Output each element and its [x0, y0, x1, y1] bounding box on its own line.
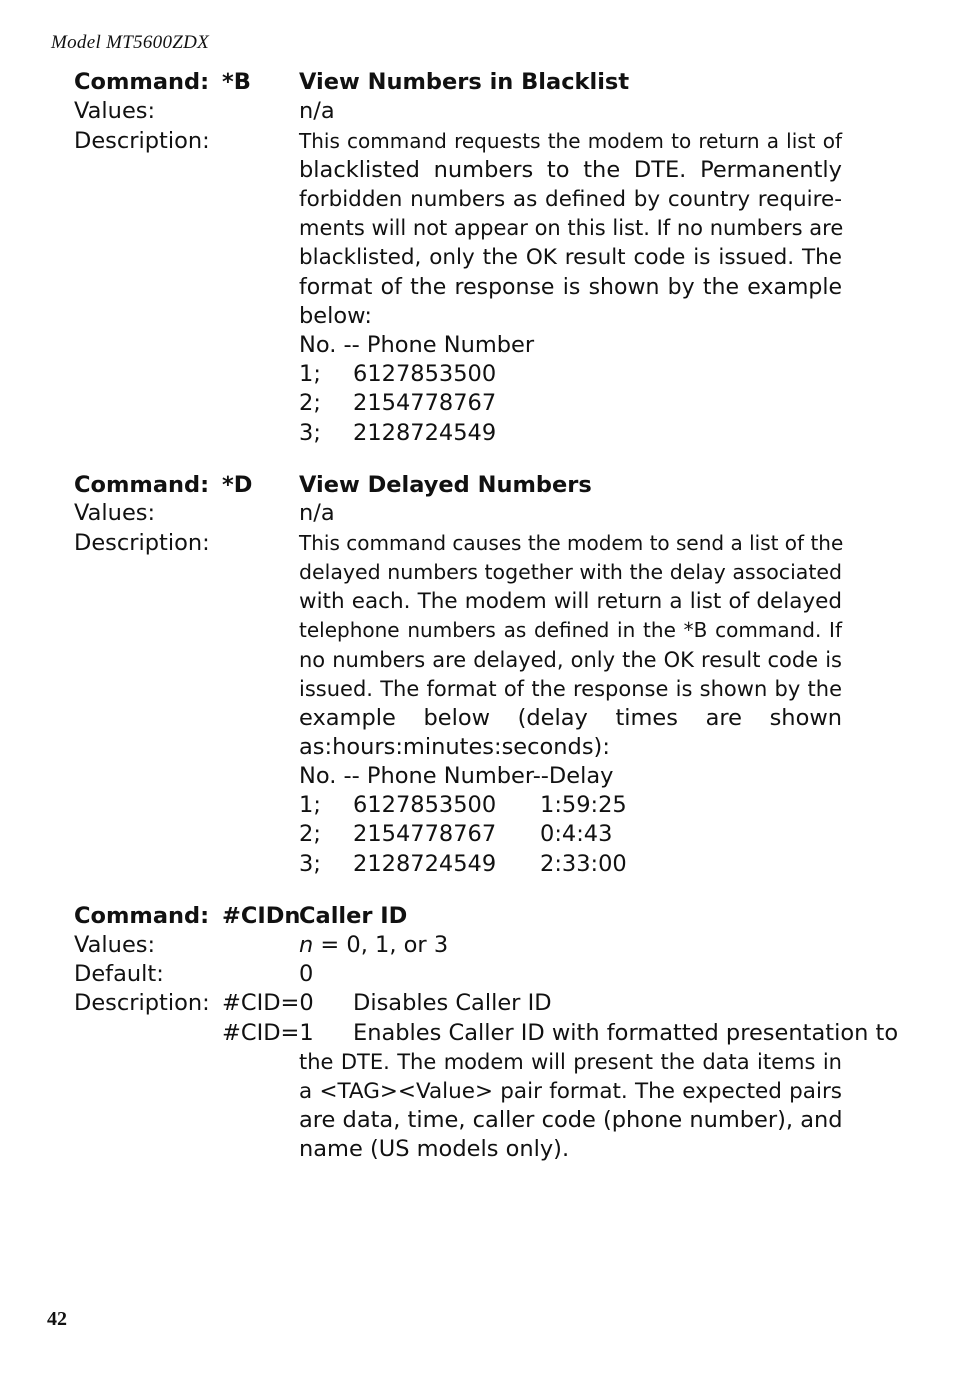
- command-cid-continuation-3: [74, 1106, 842, 1135]
- command-d-heading: [74, 471, 842, 500]
- row-index: 2;: [299, 821, 321, 847]
- description-line: This command causes the modem to send a list of the: [299, 531, 844, 555]
- option-code: #CID=1: [222, 1020, 314, 1046]
- row-phone-number: 2154778767: [353, 390, 497, 416]
- description-line: issued. The format of the response is shown by the: [299, 677, 842, 701]
- command-cid-option-0: [74, 989, 842, 1018]
- command-cid-continuation-4: [74, 1135, 842, 1164]
- command-d-description-1: [74, 529, 842, 558]
- description-label: Description:: [74, 128, 210, 154]
- values-variable: n: [299, 932, 314, 958]
- values-label: Values:: [74, 98, 156, 124]
- default-value: 0: [299, 961, 314, 987]
- option-text: Disables Caller ID: [353, 990, 552, 1016]
- row-delay: 2:33:00: [540, 851, 627, 877]
- row-index: 1;: [299, 361, 321, 387]
- command-cid-continuation-2: [74, 1077, 842, 1106]
- default-label: Default:: [74, 961, 164, 987]
- command-b-example-row: [74, 419, 842, 448]
- row-phone-number: 6127853500: [353, 792, 497, 818]
- command-b-description-6: [74, 273, 842, 302]
- command-b-example-header: [74, 331, 842, 360]
- command-b-example-row: [74, 389, 842, 418]
- command-b-description-5: [74, 243, 842, 272]
- running-header: Model MT5600ZDX: [51, 32, 210, 53]
- command-b-description-4: [74, 214, 842, 243]
- command-d-example-row: [74, 791, 842, 820]
- description-line: telephone numbers as defined in the *B command. If: [299, 618, 842, 642]
- description-line: a <TAG><Value> pair format. The expected pairs: [299, 1079, 842, 1104]
- row-phone-number: 2128724549: [353, 420, 497, 446]
- command-b-description-3: [74, 185, 842, 214]
- command-code: *D: [222, 472, 253, 498]
- command-b-description-2: [74, 156, 842, 185]
- description-line: blacklisted numbers to the DTE. Permanently: [299, 157, 842, 183]
- description-line: as:hours:minutes:seconds):: [299, 734, 610, 760]
- values-text: n/a: [299, 500, 335, 526]
- command-b-example-row: [74, 360, 842, 389]
- command-label: Command:: [74, 903, 210, 929]
- command-b-heading: [74, 68, 842, 97]
- command-d-description-8: [74, 733, 842, 762]
- row-index: 1;: [299, 792, 321, 818]
- values-label: Values:: [74, 500, 156, 526]
- description-line: example below (delay times are shown: [299, 705, 842, 731]
- command-b-values: [74, 97, 842, 126]
- command-cid-values: [74, 931, 842, 960]
- description-line: name (US models only).: [299, 1136, 570, 1162]
- command-d-description-3: [74, 587, 842, 616]
- command-d-description-4: [74, 616, 842, 645]
- command-b-description-1: [74, 127, 842, 156]
- row-phone-number: 6127853500: [353, 361, 497, 387]
- row-index: 3;: [299, 851, 321, 877]
- command-d-example-row: [74, 820, 842, 849]
- description-line: are data, time, caller code (phone number), and: [299, 1107, 843, 1133]
- command-d-example-header: [74, 762, 842, 791]
- command-title: View Delayed Numbers: [299, 472, 592, 498]
- option-text: Enables Caller ID with formatted presentation to: [353, 1020, 899, 1046]
- command-cid-heading: [74, 902, 842, 931]
- description-line: This command requests the modem to return a list of: [299, 129, 842, 153]
- values-text: [299, 931, 448, 960]
- description-line: forbidden numbers as defined by country require-: [299, 187, 842, 212]
- command-code: *B: [222, 69, 251, 95]
- description-label: Description:: [74, 990, 210, 1016]
- command-label: Command:: [74, 472, 210, 498]
- description-line: blacklisted, only the OK result code is issued. The: [299, 245, 842, 270]
- command-label: Command:: [74, 69, 210, 95]
- description-line: ments will not appear on this list. If no numbers are: [299, 216, 844, 240]
- description-label: Description:: [74, 530, 210, 556]
- values-text: n/a: [299, 98, 335, 124]
- example-header: No. -- Phone Number: [299, 332, 535, 358]
- command-title: View Numbers in Blacklist: [299, 69, 630, 95]
- option-code: #CID=0: [222, 990, 314, 1016]
- command-cid-continuation-1: [74, 1048, 842, 1077]
- command-d-values: [74, 499, 842, 528]
- description-line: below:: [299, 303, 372, 329]
- command-cid-default: [74, 960, 842, 989]
- command-b-description-7: [74, 302, 842, 331]
- row-index: 2;: [299, 390, 321, 416]
- description-line: format of the response is shown by the example: [299, 275, 842, 300]
- row-delay: 0:4:43: [540, 821, 613, 847]
- description-line: no numbers are delayed, only the OK result code is: [299, 648, 842, 672]
- description-line: with each. The modem will return a list of delayed: [299, 589, 842, 614]
- row-delay: 1:59:25: [540, 792, 627, 818]
- command-d-example-row: [74, 850, 842, 879]
- command-d-description-7: [74, 704, 842, 733]
- values-range: = 0, 1, or 3: [313, 932, 449, 958]
- values-label: Values:: [74, 932, 156, 958]
- command-code: #CIDn: [222, 903, 301, 929]
- command-cid-option-1: [74, 1019, 899, 1048]
- command-d-description-6: [74, 675, 842, 704]
- command-title: Caller ID: [299, 903, 408, 929]
- example-header: No. -- Phone Number--Delay: [299, 763, 614, 789]
- command-d-description-5: [74, 646, 842, 675]
- row-index: 3;: [299, 420, 321, 446]
- row-phone-number: 2154778767: [353, 821, 497, 847]
- page-number: 42: [47, 1308, 67, 1330]
- description-line: the DTE. The modem will present the data items in: [299, 1050, 842, 1074]
- description-line: delayed numbers together with the delay associated: [299, 560, 842, 584]
- row-phone-number: 2128724549: [353, 851, 497, 877]
- command-d-description-2: [74, 558, 842, 587]
